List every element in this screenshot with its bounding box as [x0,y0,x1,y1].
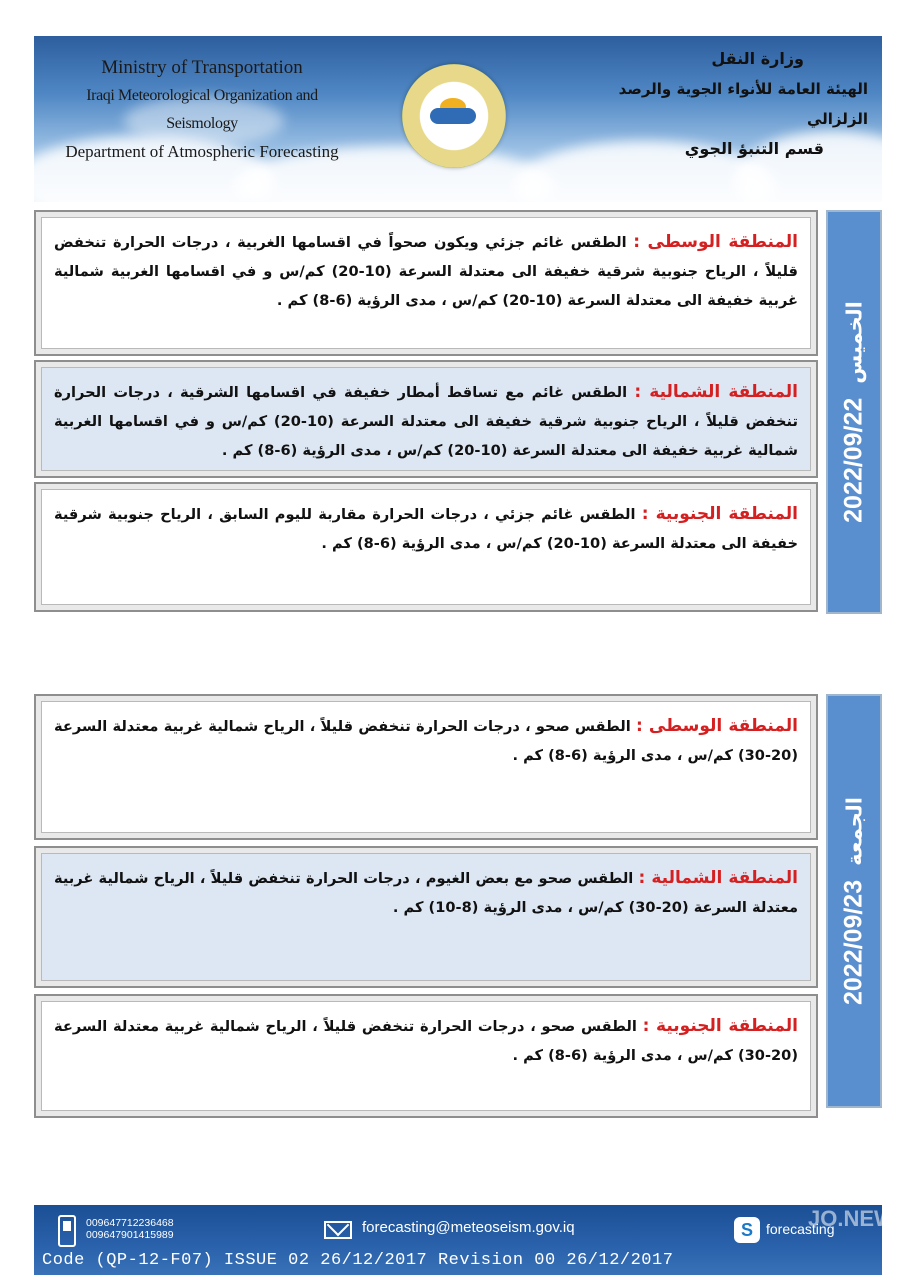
date-bar-day1 [826,210,882,614]
region-label: المنطقة الوسطى : [636,716,798,736]
department-name-ar: قسم التنبؤ الجوي [684,139,824,158]
region-text: الطقس صحو مع بعض الغيوم ، درجات الحرارة تنخفض قليلاً ، الرياح شمالية غربية معتدلة السرعة (20-30) كم/س ، مدى الرؤية (8-10) كم . [54,870,798,916]
department-name-en: Department of Atmospheric Forecasting [65,142,339,161]
region-text: الطقس صحو ، درجات الحرارة تنخفض قليلاً ، الرياح شمالية غربية معتدلة السرعة (20-30) كم/س ، مدى الرؤية (6-8) كم . [54,1018,798,1064]
mail-icon [324,1221,352,1239]
ministry-arabic-block [568,44,868,164]
date-bar-day2 [826,694,882,1108]
phone-numbers [86,1217,174,1241]
region-south-day2 [34,994,818,1118]
forecast-day-2 [34,694,882,1118]
region-north-day2 [34,846,818,988]
cloud-icon [430,108,476,124]
region-label: المنطقة الشمالية : [638,868,798,888]
region-text: الطقس غائم جزئي ويكون صحواً في اقسامها الغربية ، درجات الحرارة تنخفض قليلاً ، الرياح جنوبية شرقية خفيفة الى معتدلة السرعة (10-20) كم/س و في اقسامها الغربية شمالية غربية خفيفة الى معتدلة السرعة (10-20) كم/س ، مدى الرؤية (6-8) كم . [54,234,798,309]
footer-bar [34,1205,882,1275]
skype-icon: S [734,1217,760,1243]
phone-number-2: 009647901415989 [86,1229,174,1241]
day-name: الجمعة [842,796,867,866]
region-text: الطقس غائم مع تساقط أمطار خفيفة في اقسامها الشرقية ، درجات الحرارة تنخفض قليلاً ، الرياح جنوبية شرقية خفيفة الى معتدلة السرعة (10-20) كم/س و في اقسامها الغربية شمالية غربية خفيفة الى معتدلة السرعة (10-20) كم/س ، مدى الرؤية (6-8) كم . [54,384,798,459]
forecast-date: 2022/09/22 [839,397,868,523]
ministry-name-en: Ministry of Transportation [101,57,303,78]
phone-number-1: 009647712236468 [86,1217,174,1229]
region-text: الطقس غائم جزئي ، درجات الحرارة مقاربة لليوم السابق ، الرياح جنوبية شرقية خفيفة الى معتدلة السرعة (10-20) كم/س ، مدى الرؤية (6-8) كم . [54,506,798,552]
organization-logo [402,64,506,168]
region-label: المنطقة الجنوبية : [642,1016,798,1036]
ministry-name-ar: وزارة النقل [711,49,804,68]
region-south-day1 [34,482,818,612]
ministry-english-block [52,54,352,166]
region-label: المنطقة الشمالية : [634,382,798,402]
document-code: Code (QP-12-F07) ISSUE 02 26/12/2017 Revision 00 26/12/2017 [42,1251,674,1270]
watermark-text: JO.NEW [808,1206,895,1231]
region-label: المنطقة الوسطى : [633,232,798,252]
day-name: الخميس [842,301,867,384]
organization-name-en: Iraqi Meteorological Organization and Seismology [86,87,318,132]
skype-id: forecasting [766,1221,835,1237]
forecast-day-1 [34,210,882,614]
region-north-day1 [34,360,818,478]
forecast-date: 2022/09/23 [839,879,868,1006]
region-central-day1 [34,210,818,356]
phone-icon [58,1215,76,1247]
header-banner [34,36,882,202]
region-central-day2 [34,694,818,840]
email-link[interactable]: forecasting@meteoseism.gov.iq [362,1219,575,1236]
region-text: الطقس صحو ، درجات الحرارة تنخفض قليلاً ، الرياح شمالية غربية معتدلة السرعة (20-30) كم/س ، مدى الرؤية (6-8) كم . [54,718,798,764]
organization-name-ar: الهيئة العامة للأنواء الجوية والرصد الزلزالي [618,80,868,128]
region-label: المنطقة الجنوبية : [641,504,798,524]
